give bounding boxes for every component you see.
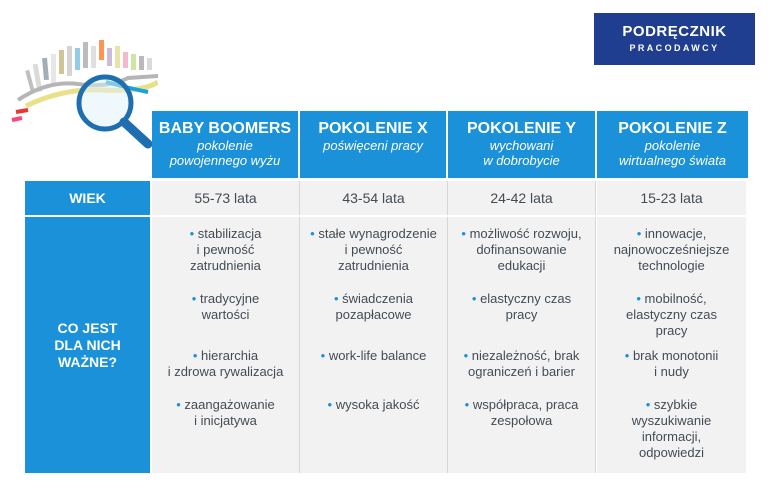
value-line xyxy=(597,364,746,380)
value-text: informacji, xyxy=(641,429,702,444)
value-text: możliwość rozwoju, xyxy=(469,226,582,241)
value-text: dofinansowanie xyxy=(476,242,567,257)
value-line xyxy=(152,291,299,307)
value-text: mobilność, xyxy=(644,291,707,306)
header-subtitle: poświęceni pracy xyxy=(323,138,423,153)
header-subtitle: pokolenie xyxy=(644,138,701,153)
age-cell: 24-42 lata xyxy=(448,181,596,215)
value-line xyxy=(448,348,595,364)
value-line xyxy=(152,348,299,364)
bullet-icon: • xyxy=(471,291,477,306)
header-pokolenie-y xyxy=(448,111,595,178)
value-text: technologie xyxy=(638,258,705,273)
header-subtitle: wirtualnego świata xyxy=(619,153,726,168)
bullet-icon: • xyxy=(176,397,181,412)
bullet-icon: • xyxy=(463,348,469,363)
row-label-line: WAŻNE? xyxy=(57,353,118,370)
row-label-line: CO JEST xyxy=(57,319,118,336)
bullet-icon: • xyxy=(189,226,195,241)
value-text: innowacje, xyxy=(644,226,707,241)
bullet-icon: • xyxy=(192,348,198,363)
bullet-icon: • xyxy=(320,348,326,363)
value-item xyxy=(300,226,447,274)
age-cell: 43-54 lata xyxy=(300,181,448,215)
value-item xyxy=(448,226,595,274)
value-line xyxy=(300,226,447,242)
value-text: i zdrowa rywalizacja xyxy=(167,364,284,379)
value-text: i nudy xyxy=(654,364,689,379)
value-item xyxy=(152,348,299,380)
value-line xyxy=(300,348,447,364)
value-text: brak monotonii xyxy=(632,348,719,363)
value-text: współpraca, praca xyxy=(472,397,579,412)
header-title: POKOLENIE Z xyxy=(618,120,727,137)
value-line xyxy=(597,226,746,242)
value-text: elastyczny czas xyxy=(480,291,572,306)
value-line xyxy=(597,429,746,445)
value-line xyxy=(300,258,447,274)
value-text: i pewność xyxy=(344,242,403,257)
header-subtitle: pokolenie xyxy=(197,138,253,153)
value-line xyxy=(152,364,299,380)
value-line xyxy=(152,226,299,242)
value-line xyxy=(152,413,299,429)
value-item xyxy=(448,397,595,429)
value-line xyxy=(448,291,595,307)
value-text: stałe wynagrodzenie xyxy=(318,226,437,241)
value-text: work-life balance xyxy=(328,348,427,363)
value-line xyxy=(597,397,746,413)
value-text: i inicjatywa xyxy=(194,413,257,428)
value-line xyxy=(597,258,746,274)
value-line xyxy=(597,413,746,429)
value-text: wysoka jakość xyxy=(335,397,420,412)
value-item xyxy=(448,348,595,380)
value-item xyxy=(152,397,299,429)
age-cell: 15-23 lata xyxy=(597,181,746,215)
bullet-icon: • xyxy=(461,226,466,241)
bullet-icon: • xyxy=(191,291,197,306)
value-text: zaangażowanie xyxy=(184,397,275,412)
header-subtitle: wychowani xyxy=(489,138,554,153)
value-text: tradycyjne xyxy=(199,291,260,306)
bullet-icon: • xyxy=(327,397,333,412)
value-text: wartości xyxy=(201,307,250,322)
value-line xyxy=(597,323,746,339)
value-text: stabilizacja xyxy=(197,226,262,241)
values-column-pokolenie-z xyxy=(597,217,746,473)
header-baby-boomers xyxy=(152,111,298,178)
value-line xyxy=(448,242,595,258)
row-label-important xyxy=(25,217,150,473)
value-text: szybkie xyxy=(653,397,698,412)
header-pokolenie-x xyxy=(300,111,446,178)
header-title: POKOLENIE Y xyxy=(466,120,577,137)
value-text: zatrudnienia xyxy=(338,258,409,273)
bullet-icon: • xyxy=(310,226,315,241)
value-item xyxy=(152,291,299,323)
value-line xyxy=(597,348,746,364)
value-line xyxy=(448,307,595,323)
value-line xyxy=(448,397,595,413)
value-line xyxy=(448,364,595,380)
value-item xyxy=(300,348,447,364)
value-text: odpowiedzi xyxy=(638,445,705,460)
bullet-icon: • xyxy=(333,291,339,306)
value-line xyxy=(300,291,447,307)
row-label-wiek: WIEK xyxy=(25,181,150,215)
values-column-pokolenie-x xyxy=(300,217,448,473)
header-title: BABY BOOMERS xyxy=(158,120,292,137)
logo-line-2: PRACODAWCY xyxy=(629,43,720,53)
value-item xyxy=(597,397,746,461)
value-line xyxy=(597,291,746,307)
age-cell: 55-73 lata xyxy=(152,181,300,215)
value-line xyxy=(597,307,746,323)
bullet-icon: • xyxy=(464,397,470,412)
value-item xyxy=(300,397,447,413)
value-item xyxy=(597,291,746,339)
value-line xyxy=(300,242,447,258)
value-line xyxy=(597,445,746,461)
brand-logo xyxy=(594,13,755,65)
logo-line-1: PODRĘCZNIK xyxy=(622,23,727,40)
value-line xyxy=(152,258,299,274)
value-text: pozapłacowe xyxy=(335,307,412,322)
value-line xyxy=(152,307,299,323)
value-line xyxy=(300,397,447,413)
value-line xyxy=(152,242,299,258)
header-subtitle: powojennego wyżu xyxy=(169,153,281,168)
value-text: najnowocześniejsze xyxy=(613,242,730,257)
value-text: pracy xyxy=(655,323,688,338)
value-text: świadczenia xyxy=(342,291,413,306)
value-text: edukacji xyxy=(497,258,546,273)
value-item xyxy=(152,226,299,274)
value-item xyxy=(448,291,595,323)
value-line xyxy=(300,307,447,323)
value-line xyxy=(448,258,595,274)
header-title: POKOLENIE X xyxy=(318,120,428,137)
value-text: wyszukiwanie xyxy=(631,413,712,428)
value-text: i pewność xyxy=(196,242,255,257)
bullet-icon: • xyxy=(645,397,651,412)
value-item xyxy=(597,348,746,380)
value-text: zatrudnienia xyxy=(190,258,261,273)
value-text: pracy xyxy=(505,307,538,322)
value-item xyxy=(300,291,447,323)
bullet-icon: • xyxy=(636,291,641,306)
bullet-icon: • xyxy=(636,226,642,241)
value-text: hierarchia xyxy=(201,348,259,363)
values-column-baby-boomers xyxy=(152,217,300,473)
value-line xyxy=(448,413,595,429)
value-text: elastyczny czas xyxy=(625,307,718,322)
value-item xyxy=(597,226,746,274)
row-label-line: DLA NICH xyxy=(54,336,121,353)
value-line xyxy=(448,226,595,242)
value-line xyxy=(152,397,299,413)
value-text: ograniczeń i barier xyxy=(468,364,575,379)
value-text: niezależność, brak xyxy=(471,348,580,363)
magnifier-chart-illustration-icon xyxy=(8,40,158,150)
values-column-pokolenie-y xyxy=(448,217,596,473)
value-line xyxy=(597,242,746,258)
bullet-icon: • xyxy=(624,348,630,363)
header-subtitle: w dobrobycie xyxy=(483,153,560,168)
value-text: zespołowa xyxy=(490,413,553,428)
header-pokolenie-z xyxy=(597,111,748,178)
